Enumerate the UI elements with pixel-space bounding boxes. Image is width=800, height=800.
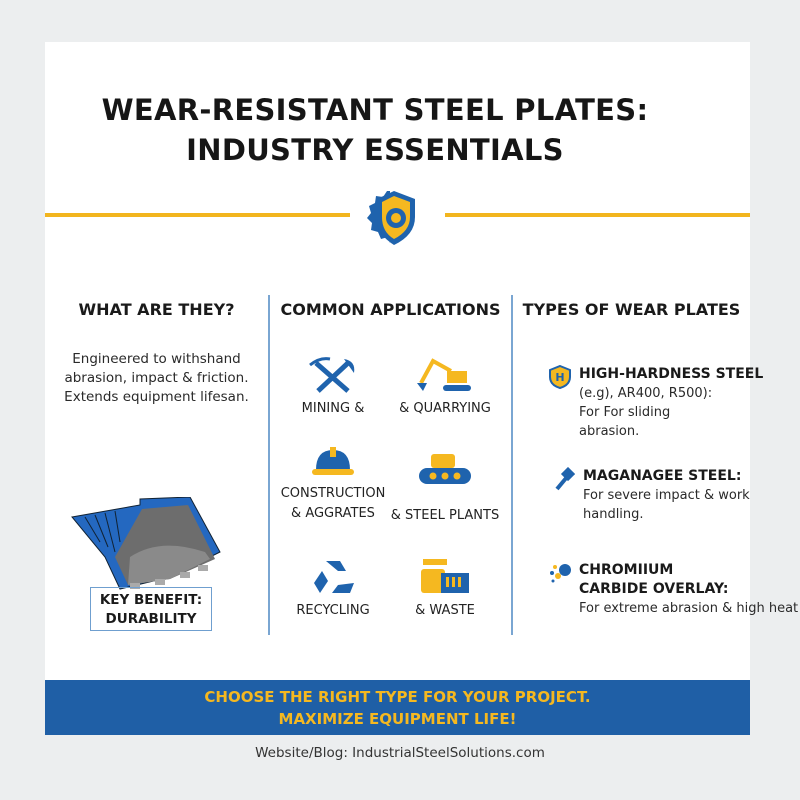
type-name: HIGH-HARDNESS STEEL <box>579 366 764 382</box>
key-benefit-box <box>90 587 212 631</box>
desc-line: Engineered to withshand <box>72 351 241 367</box>
page-title <box>45 90 705 170</box>
pickaxe-hammer-icon <box>308 355 358 395</box>
excavator-icon <box>417 355 473 395</box>
desc-line: Extends equipment lifesan. <box>64 389 249 405</box>
cta-banner <box>45 680 750 735</box>
application-construction <box>277 444 389 524</box>
cta-line-1: CHOOSE THE RIGHT TYPE FOR YOUR PROJECT. <box>204 688 591 706</box>
what-description <box>45 350 268 407</box>
h-shield-icon <box>549 365 571 389</box>
title-line-2: INDUSTRY ESSENTIALS <box>186 133 564 167</box>
column-divider <box>511 295 513 635</box>
applications-heading: COMMON APPLICATIONS <box>280 300 501 319</box>
key-benefit-label: KEY BENEFIT: <box>99 592 203 608</box>
divider-right <box>445 213 750 217</box>
application-waste <box>389 557 501 621</box>
divider-left <box>45 213 350 217</box>
conveyor-icon <box>417 452 473 488</box>
hammer-icon <box>553 467 575 491</box>
website-link[interactable]: Website/Blog: IndustrialSteelSolutions.com <box>255 745 545 761</box>
application-steel-plants <box>389 452 501 526</box>
cta-line-2: MAXIMIZE EQUIPMENT LIFE! <box>278 710 517 728</box>
recycle-icon <box>310 557 356 597</box>
type-name: MAGANAGEE STEEL: <box>583 468 742 484</box>
svg-text:H: H <box>555 371 565 384</box>
shredder-icon <box>417 557 473 597</box>
application-label: & WASTE <box>415 603 475 618</box>
infographic-card <box>45 42 799 735</box>
gear-shield-icon <box>357 187 433 247</box>
type-chromium-carbide <box>579 561 799 618</box>
types-heading: TYPES OF WEAR PLATES <box>522 300 741 319</box>
type-description: For extreme abrasion & high heat <box>579 601 799 616</box>
what-heading: WHAT ARE THEY? <box>78 300 235 319</box>
application-label: & QUARRYING <box>399 401 491 416</box>
application-label: RECYCLING <box>296 603 370 618</box>
particles-icon <box>549 561 573 585</box>
title-line-1: WEAR-RESISTANT STEEL PLATES: <box>101 93 649 127</box>
type-manganese <box>583 467 800 524</box>
type-description: (e.g), AR400, R500): For For sliding abrasion. <box>579 386 713 439</box>
hard-hat-icon <box>310 444 356 480</box>
application-label: & STEEL PLANTS <box>390 508 500 523</box>
application-label: MINING & <box>301 401 365 416</box>
type-description: For severe impact & work handling. <box>583 488 750 522</box>
type-name: CHROMIIUM CARBIDE OVERLAY: <box>579 562 729 597</box>
application-recycling <box>277 557 389 621</box>
bucket-icon <box>70 497 230 592</box>
application-mining <box>277 355 389 419</box>
application-label: CONSTRUCTION & AGGRATES <box>280 486 386 521</box>
column-divider <box>268 295 270 635</box>
key-benefit-value: DURABILITY <box>105 611 197 627</box>
desc-line: abrasion, impact & friction. <box>64 370 249 386</box>
type-high-hardness <box>555 365 799 441</box>
application-quarrying <box>389 355 501 419</box>
